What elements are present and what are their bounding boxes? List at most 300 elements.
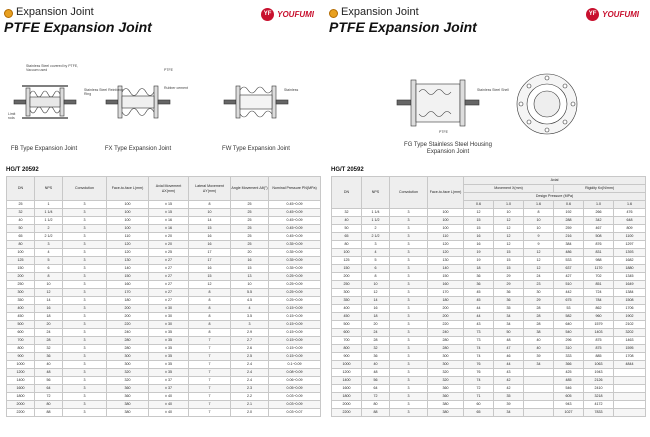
table-row — [332, 321, 646, 329]
category-bullet-icon — [4, 9, 13, 18]
table-row — [7, 361, 321, 369]
table-cell: 442 — [554, 289, 584, 297]
table-cell: 1403 — [584, 329, 614, 337]
table-cell: 280 — [107, 345, 149, 353]
table-cell: 3 — [63, 361, 107, 369]
table-row — [332, 385, 646, 393]
table-cell: 1800 — [332, 393, 362, 401]
table-cell: 170 — [107, 289, 149, 297]
table-cell: 3 — [63, 345, 107, 353]
table-cell: 80 — [332, 241, 362, 249]
table-cell: 7 — [189, 377, 231, 385]
table-cell: 675 — [554, 297, 584, 305]
table-cell: 3 — [231, 321, 269, 329]
right-panel — [325, 0, 650, 437]
table-cell: 2102 — [614, 321, 646, 329]
table-cell: 3 — [63, 409, 107, 417]
table-cell: 240 — [107, 329, 149, 337]
table-cell: 12 — [524, 257, 554, 265]
table-cell: 300 — [428, 361, 464, 369]
table-cell: 6 — [362, 265, 390, 273]
table-cell: 20 — [35, 321, 63, 329]
table-cell: 25 — [231, 241, 269, 249]
table-cell: 29 — [524, 297, 554, 305]
table-cell: 288 — [554, 217, 584, 225]
table-cell: ± 15 — [149, 209, 189, 217]
table-cell: 16 — [362, 305, 390, 313]
table-cell: 50 — [494, 329, 524, 337]
table-cell: 450 — [7, 313, 35, 321]
table-cell: 0.15~0.09 — [269, 313, 321, 321]
table-cell: 7 — [189, 369, 231, 377]
table-cell: 280 — [428, 337, 464, 345]
table-row — [332, 329, 646, 337]
table-cell: 2126 — [584, 377, 614, 385]
fg-flange-drawing — [517, 74, 577, 134]
table-cell: 5.5 — [231, 289, 269, 297]
table-cell: 7 — [189, 353, 231, 361]
table-cell: 120 — [428, 249, 464, 257]
table-cell: 15 — [494, 265, 524, 273]
table-cell: 36 — [464, 281, 494, 289]
pressure-header-cell: 0.6 — [464, 201, 494, 209]
table-cell: 366 — [554, 361, 584, 369]
table-row — [7, 337, 321, 345]
table-cell: 16 — [35, 305, 63, 313]
table-cell: 38 — [524, 329, 554, 337]
table-cell: 3 — [390, 265, 428, 273]
table-cell: 300 — [428, 353, 464, 361]
table-cell: 3 — [390, 217, 428, 225]
table-cell: 3 — [390, 401, 428, 409]
table-cell: 65 — [7, 233, 35, 241]
table-row — [332, 297, 646, 305]
h-rigidity: Rigidity Kx(N/mm) — [554, 185, 646, 193]
table-cell: 120 — [428, 241, 464, 249]
table-cell: 28 — [524, 321, 554, 329]
table-cell: 400 — [332, 305, 362, 313]
table-cell: 3 — [390, 377, 428, 385]
table-cell: 3 — [390, 233, 428, 241]
table-cell: 18 — [35, 313, 63, 321]
table-cell: 25 — [231, 217, 269, 225]
table-cell: 3.5 — [231, 313, 269, 321]
table-row — [332, 273, 646, 281]
table-cell: 0.35~0.09 — [269, 241, 321, 249]
table-cell: 39 — [494, 401, 524, 409]
table-cell: 23 — [524, 281, 554, 289]
table-cell: 16 — [189, 265, 231, 273]
table-cell: ± 16 — [149, 225, 189, 233]
table-cell: 40 — [362, 361, 390, 369]
table-cell: 72 — [464, 385, 494, 393]
table-cell: 3 — [63, 321, 107, 329]
table-cell: 3 — [390, 257, 428, 265]
table-row — [332, 313, 646, 321]
table-row — [332, 401, 646, 409]
table-cell: 2.9 — [231, 329, 269, 337]
table-cell: 53 — [554, 305, 584, 313]
table-cell: 48 — [362, 369, 390, 377]
table-cell: ± 37 — [149, 377, 189, 385]
table-cell: 200 — [107, 313, 149, 321]
table-row — [332, 217, 646, 225]
table-cell: 72 — [362, 393, 390, 401]
expansion-joint-diagrams — [8, 64, 318, 156]
table-cell: 1902 — [614, 313, 646, 321]
table-cell: 120 — [107, 249, 149, 257]
table-cell: 200 — [428, 313, 464, 321]
brand-logo — [586, 7, 639, 21]
table-cell: 7 — [189, 393, 231, 401]
left-header-cell: Face-to-face L(mm) — [107, 177, 149, 201]
table-row — [7, 313, 321, 321]
table-cell: 476 — [614, 209, 646, 217]
table-cell: 34 — [494, 409, 524, 417]
table-cell: 4 — [362, 249, 390, 257]
table-cell: 1345 — [614, 273, 646, 281]
table-cell: 2.3 — [231, 385, 269, 393]
table-cell: 3 — [63, 249, 107, 257]
table-cell: 3 — [63, 297, 107, 305]
table-cell: 1 1/2 — [362, 217, 390, 225]
table-cell: 15 — [464, 217, 494, 225]
note-ptfe: PTFE — [439, 130, 448, 134]
table-cell: 150 — [332, 265, 362, 273]
table-cell: 3 — [63, 241, 107, 249]
table-cell: 14 — [35, 297, 63, 305]
table-cell: 64 — [362, 385, 390, 393]
table-cell: 380 — [428, 401, 464, 409]
table-cell: 5 — [35, 257, 63, 265]
table-cell: 3 — [63, 401, 107, 409]
table-cell: 200 — [7, 273, 35, 281]
table-cell: ± 40 — [149, 401, 189, 409]
left-header — [4, 6, 318, 40]
table-cell: 43 — [494, 369, 524, 377]
table-cell: 1595 — [614, 345, 646, 353]
pressure-header-cell: 1.0 — [494, 201, 524, 209]
table-cell: 360 — [428, 385, 464, 393]
table-cell: 342 — [584, 217, 614, 225]
table-cell — [524, 401, 554, 409]
table-cell: 3 — [390, 289, 428, 297]
table-row — [7, 369, 321, 377]
table-cell: 0.45~0.09 — [269, 233, 321, 241]
table-cell: 40 — [332, 217, 362, 225]
table-cell: 266 — [584, 209, 614, 217]
table-cell: 1708 — [614, 353, 646, 361]
table-cell: 320 — [107, 377, 149, 385]
table-cell: 130 — [107, 257, 149, 265]
table-cell: 637 — [554, 265, 584, 273]
table-cell: 1463 — [614, 337, 646, 345]
table-cell: 16 — [464, 233, 494, 241]
table-cell: 450 — [332, 313, 362, 321]
table-cell: 3 — [63, 305, 107, 313]
table-cell: 800 — [7, 345, 35, 353]
note-sheet: Stainless Steel covered by PTFE, Vacuum used — [26, 64, 79, 72]
logo-text: YOUFUMI — [602, 9, 639, 19]
table-cell: ± 27 — [149, 281, 189, 289]
table-cell: 12 — [362, 289, 390, 297]
table-cell: 800 — [332, 345, 362, 353]
table-cell: 640 — [554, 321, 584, 329]
table-cell: 12 — [464, 209, 494, 217]
table-cell: 5 — [362, 257, 390, 265]
table-cell: 3 — [63, 257, 107, 265]
fb-joint-drawing — [14, 86, 76, 118]
table-cell: 1508 — [614, 297, 646, 305]
table-cell: 34 — [524, 361, 554, 369]
table-cell: 3 — [63, 209, 107, 217]
category-label: Expansion Joint — [16, 6, 94, 18]
table-cell: 12 — [494, 225, 524, 233]
note-ring: Stainless Steel Reinforce Ring — [84, 88, 124, 96]
table-cell: 350 — [332, 297, 362, 305]
table-cell: 1649 — [614, 281, 646, 289]
table-cell: 2 1/2 — [362, 233, 390, 241]
table-cell: 3 — [390, 393, 428, 401]
table-cell: 885 — [584, 353, 614, 361]
page-title: PTFE Expansion Joint — [4, 19, 152, 35]
table-cell: ± 30 — [149, 313, 189, 321]
table-cell: 18 — [464, 265, 494, 273]
table-cell: 1800 — [7, 393, 35, 401]
table-cell: 600 — [7, 329, 35, 337]
h-axial: Axial — [464, 177, 646, 185]
table-cell: 296 — [554, 337, 584, 345]
table-row — [332, 281, 646, 289]
table-cell: 2 — [362, 225, 390, 233]
table-cell: 700 — [7, 337, 35, 345]
table-cell: 320 — [107, 369, 149, 377]
table-row — [332, 377, 646, 385]
table-cell: 1943 — [584, 369, 614, 377]
table-cell: 7833 — [584, 409, 614, 417]
table-cell: 35 — [494, 393, 524, 401]
table-cell: 1000 — [7, 361, 35, 369]
table-cell: 3 — [390, 305, 428, 313]
table-cell: 32 — [332, 209, 362, 217]
left-header-cell: Angle Movement Δθ(°) — [231, 177, 269, 201]
table-cell: 3 — [63, 281, 107, 289]
table-cell: 0.1~0.09 — [269, 361, 321, 369]
table-row — [7, 209, 321, 217]
table-cell: 160 — [428, 281, 464, 289]
table-cell: 3 — [390, 225, 428, 233]
table-cell: 65 — [332, 233, 362, 241]
table-row — [332, 257, 646, 265]
table-cell: 36 — [494, 297, 524, 305]
table-cell: 100 — [428, 217, 464, 225]
left-header-cell: Lateral Movement ΔY(mm) — [189, 177, 231, 201]
table-cell: 8 — [189, 313, 231, 321]
table-cell: 8 — [189, 321, 231, 329]
table-cell: 0.25~0.09 — [269, 289, 321, 297]
table-cell: 380 — [428, 409, 464, 417]
right-header-row-1 — [332, 177, 646, 185]
table-row — [7, 393, 321, 401]
table-cell — [524, 377, 554, 385]
table-cell: 3 — [63, 313, 107, 321]
table-cell: 0.25~0.09 — [269, 273, 321, 281]
table-cell: 876 — [584, 241, 614, 249]
table-cell: 3 — [390, 281, 428, 289]
table-cell: 12 — [494, 241, 524, 249]
table-cell: 380 — [107, 409, 149, 417]
fb-fx-fw-drawing — [8, 64, 318, 156]
table-cell: 700 — [332, 337, 362, 345]
table-cell: 160 — [107, 281, 149, 289]
left-header-cell: DN — [7, 177, 35, 201]
table-cell: 48 — [494, 337, 524, 345]
table-row — [332, 393, 646, 401]
table-cell: 1 — [35, 201, 63, 209]
pressure-header-cell: 1.0 — [584, 201, 614, 209]
table-cell: 724 — [584, 289, 614, 297]
table-cell: 36 — [494, 289, 524, 297]
table-cell: 40 — [524, 337, 554, 345]
table-cell: 1880 — [614, 265, 646, 273]
table-cell: 10 — [494, 209, 524, 217]
table-cell: ± 27 — [149, 297, 189, 305]
table-cell: 1706 — [614, 305, 646, 313]
table-cell: 71 — [464, 393, 494, 401]
table-cell: 15 — [464, 225, 494, 233]
table-cell: 4844 — [614, 361, 646, 369]
table-cell: 88 — [35, 409, 63, 417]
table-cell: 10 — [189, 209, 231, 217]
table-cell: 960 — [584, 313, 614, 321]
table-cell: 1000 — [332, 361, 362, 369]
table-cell: 1100 — [614, 233, 646, 241]
table-cell: 20 — [231, 249, 269, 257]
table-cell: 80 — [35, 401, 63, 409]
table-cell: 3 — [390, 241, 428, 249]
table-cell: 851 — [584, 281, 614, 289]
table-cell: 44 — [464, 313, 494, 321]
table-cell: 467 — [584, 225, 614, 233]
table-row — [332, 289, 646, 297]
table-cell: 3 — [63, 385, 107, 393]
table-cell: 34 — [494, 313, 524, 321]
table-cell: ± 35 — [149, 369, 189, 377]
table-cell — [614, 409, 646, 417]
table-row — [7, 353, 321, 361]
table-cell: 14 — [362, 297, 390, 305]
page-title: PTFE Expansion Joint — [329, 19, 477, 35]
table-cell: 4172 — [584, 401, 614, 409]
table-cell: 120 — [107, 241, 149, 249]
table-cell: 508 — [584, 233, 614, 241]
table-cell: 150 — [107, 273, 149, 281]
table-cell: 250 — [332, 281, 362, 289]
h-face: Face-to-face L(mm) — [428, 177, 464, 209]
table-cell: 125 — [332, 257, 362, 265]
table-cell: 25 — [231, 233, 269, 241]
table-cell: 12 — [189, 281, 231, 289]
table-cell — [524, 409, 554, 417]
left-header-cell: Nominal Pressure PN(MPa) — [269, 177, 321, 201]
table-cell: 1170 — [584, 265, 614, 273]
table-cell: 100 — [107, 225, 149, 233]
table-cell: 1600 — [332, 385, 362, 393]
table-cell: 46 — [494, 353, 524, 361]
table-cell: 300 — [7, 289, 35, 297]
table-cell: 784 — [584, 297, 614, 305]
table-cell: 14 — [189, 217, 231, 225]
table-row — [7, 281, 321, 289]
table-cell: 18 — [362, 313, 390, 321]
table-row — [7, 257, 321, 265]
table-cell: 1400 — [7, 377, 35, 385]
table-cell: 8 — [189, 297, 231, 305]
table-cell: 16 — [189, 241, 231, 249]
table-cell: 0.15~0.09 — [269, 345, 321, 353]
table-cell: 0.03~0.09 — [269, 401, 321, 409]
table-cell: 192 — [554, 209, 584, 217]
table-cell: 1297 — [614, 241, 646, 249]
table-cell: 600 — [332, 329, 362, 337]
table-cell: 3 — [390, 209, 428, 217]
table-cell: 1393 — [614, 249, 646, 257]
table-cell: ± 40 — [149, 393, 189, 401]
table-cell: 360 — [107, 393, 149, 401]
pressure-header-cell: 1.6 — [614, 201, 646, 209]
table-cell: 0.35~0.09 — [269, 257, 321, 265]
h-dn: DN — [332, 177, 362, 209]
table-cell: 1400 — [332, 377, 362, 385]
table-cell: 546 — [554, 385, 584, 393]
table-cell: 3 — [390, 329, 428, 337]
table-cell: 45 — [464, 289, 494, 297]
table-cell: 4 — [35, 249, 63, 257]
table-cell: 3 — [63, 353, 107, 361]
note-ptfe: PTFE — [164, 68, 173, 72]
caption-fx: FX Type Expansion Joint — [104, 146, 172, 152]
table-cell: ± 40 — [149, 409, 189, 417]
table-cell: 28 — [362, 337, 390, 345]
table-cell: 16 — [464, 241, 494, 249]
table-cell: ± 35 — [149, 345, 189, 353]
table-row — [7, 273, 321, 281]
table-cell: 0.15~0.09 — [269, 329, 321, 337]
caption-fb: FB Type Expansion Joint — [10, 146, 78, 152]
table-cell: 3 — [390, 361, 428, 369]
table-cell: 15 — [494, 249, 524, 257]
table-cell: 875 — [584, 337, 614, 345]
table-cell: 809 — [614, 225, 646, 233]
table-cell: ± 25 — [149, 249, 189, 257]
table-cell: 533 — [554, 257, 584, 265]
table-cell: 7 — [189, 345, 231, 353]
left-table-header — [7, 177, 321, 201]
table-cell: 76 — [464, 369, 494, 377]
left-spec-table — [6, 176, 321, 417]
table-cell: 10 — [524, 225, 554, 233]
table-cell: 16 — [189, 233, 231, 241]
table-cell: 8 — [362, 273, 390, 281]
table-cell: 3 — [63, 289, 107, 297]
table-cell: ± 30 — [149, 305, 189, 313]
table-cell: 140 — [428, 265, 464, 273]
table-cell: 140 — [107, 265, 149, 273]
table-cell: 35 — [494, 305, 524, 313]
note-stainless: Stainless — [284, 88, 299, 92]
table-cell — [614, 369, 646, 377]
table-cell: 130 — [428, 257, 464, 265]
